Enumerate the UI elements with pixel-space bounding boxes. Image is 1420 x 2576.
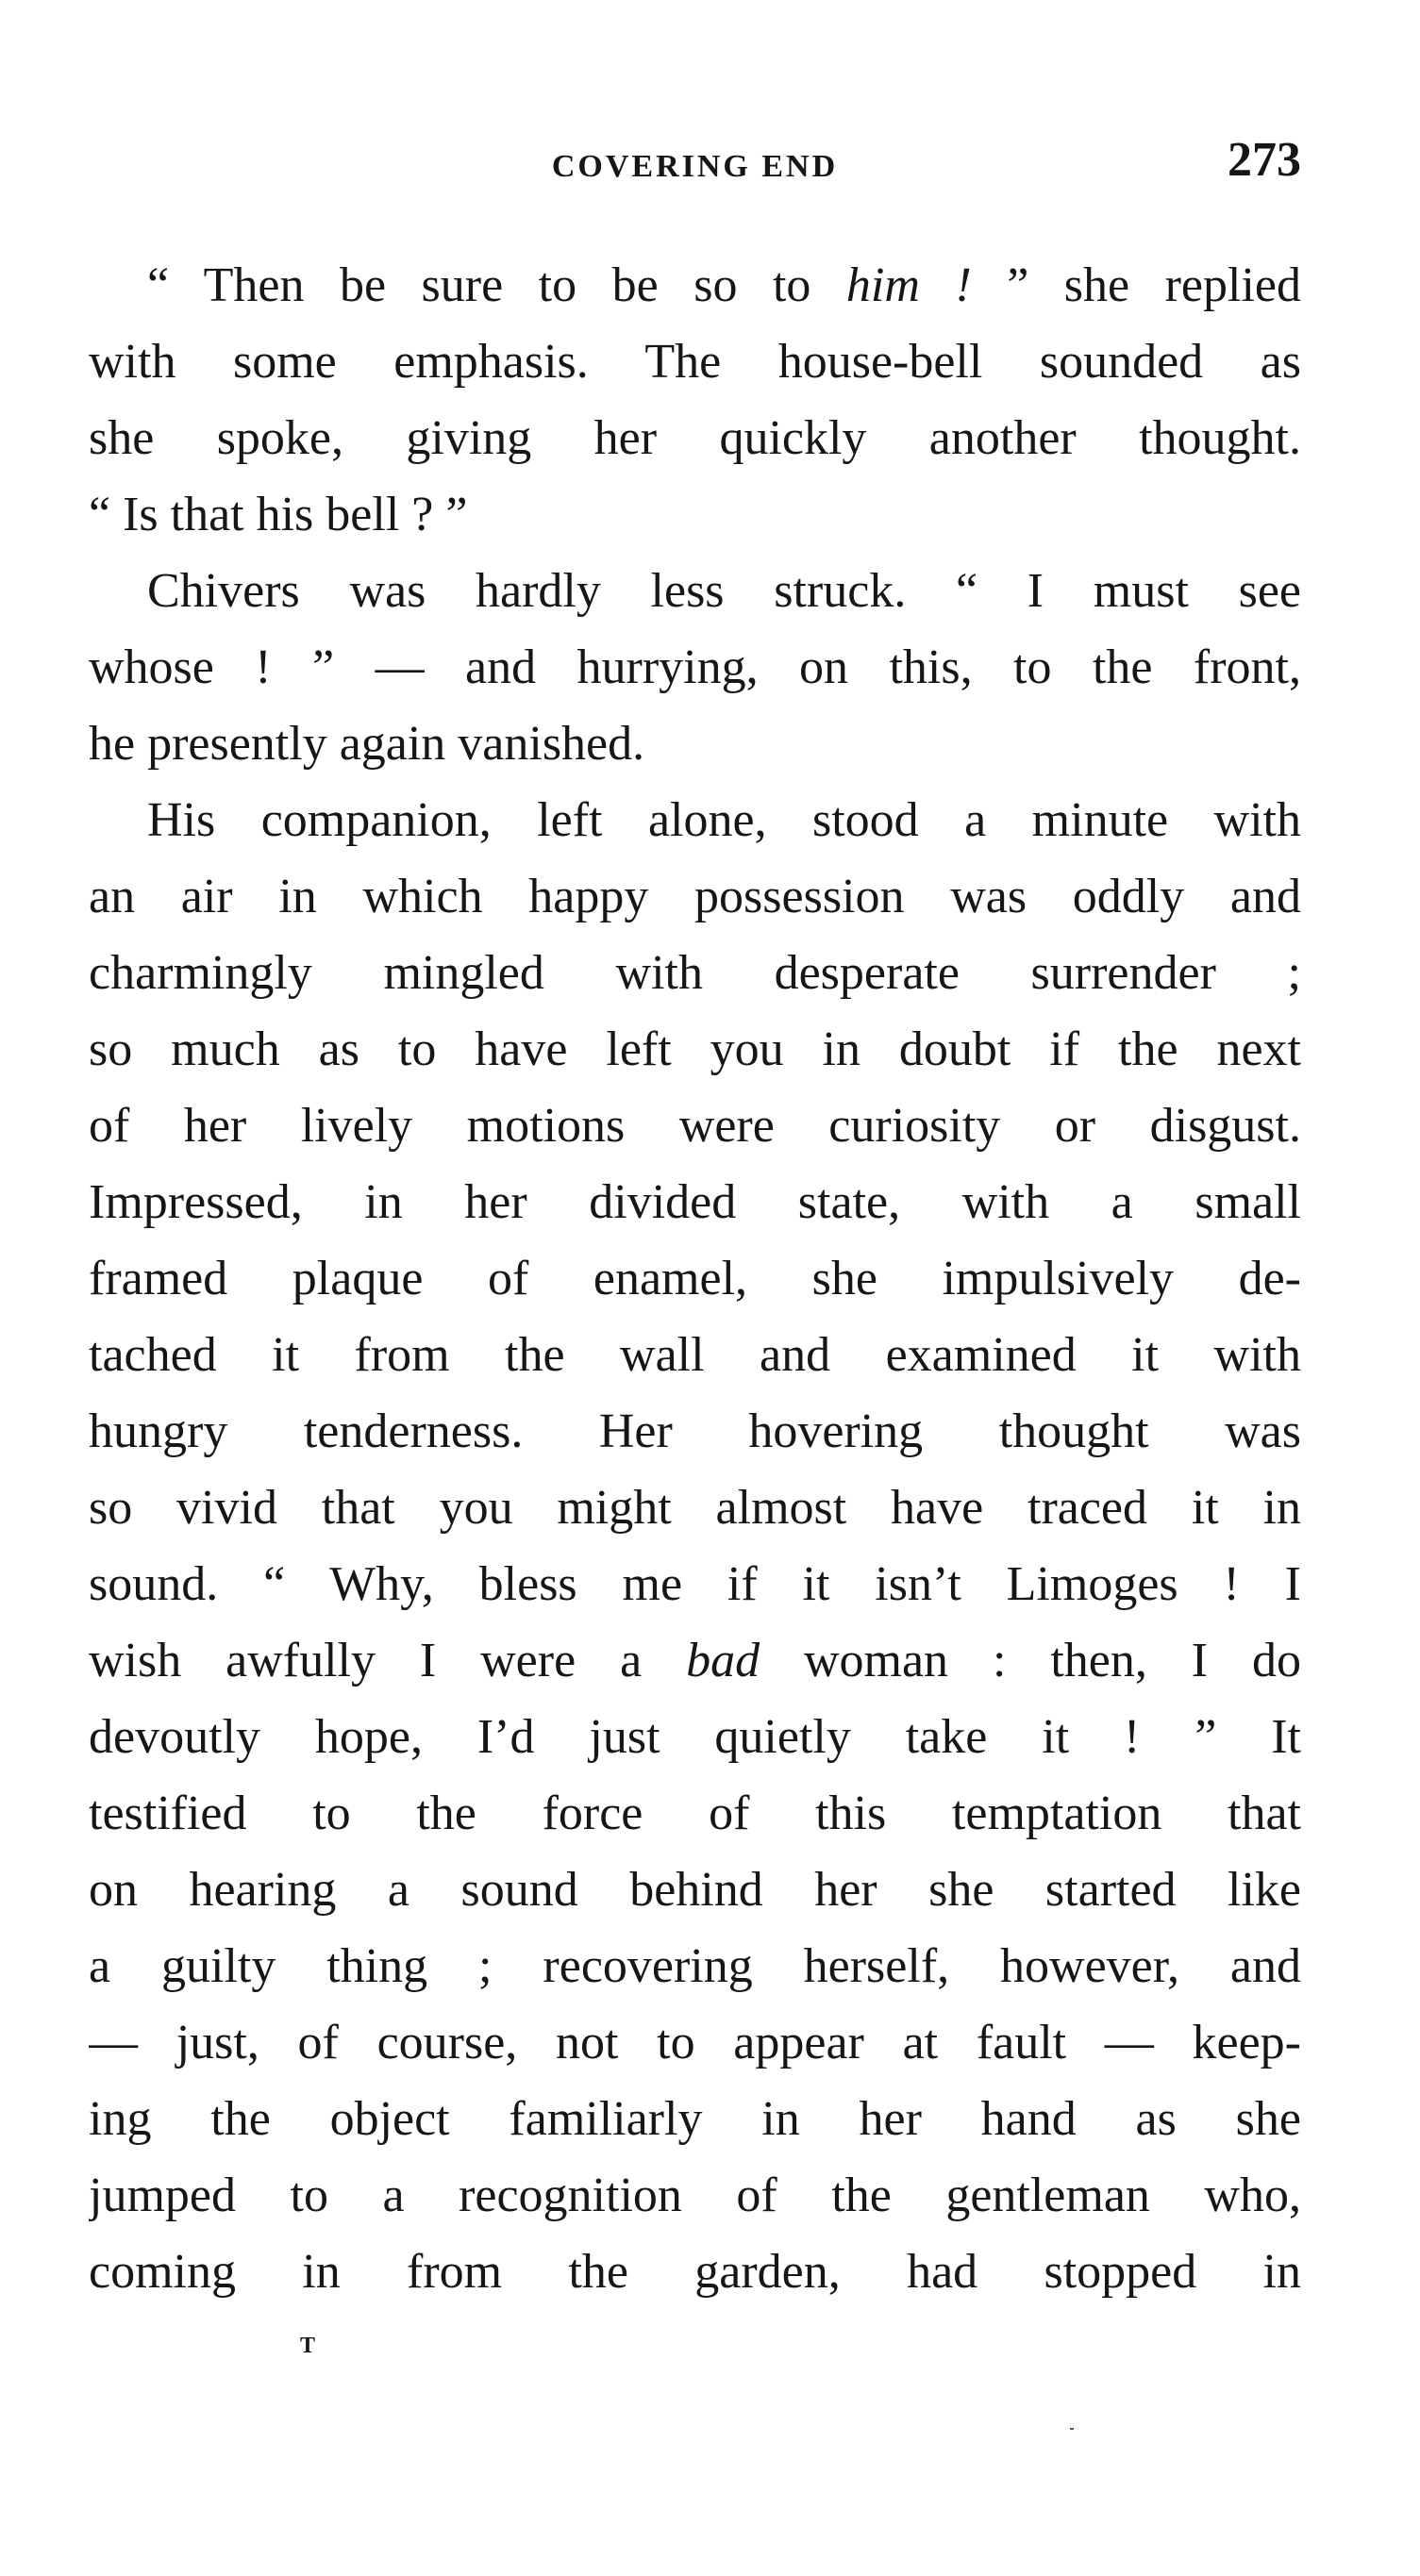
- text-line: with some emphasis. The house-bell sounded as: [89, 335, 1301, 389]
- text-line: whose ! ” — and hurrying, on this, to the front,: [89, 640, 1301, 694]
- text-line: ing the object familiarly in her hand as she: [89, 2092, 1301, 2146]
- text-line: testified to the force of this temptation that: [89, 1787, 1301, 1840]
- text-line: — just, of course, not to appear at fault — keep-: [89, 2016, 1301, 2069]
- text-line: charmingly mingled with desperate surrender ;: [89, 946, 1301, 1000]
- text-line: devoutly hope, I’d just quietly take it ! ” It: [89, 1710, 1301, 1764]
- text-line: Impressed, in her divided state, with a small: [89, 1175, 1301, 1229]
- text-line: an air in which happy possession was oddly and: [89, 870, 1301, 923]
- text-line: “ Then be sure to be so to him ! ” she replied: [147, 258, 1301, 312]
- text-line: jumped to a recognition of the gentleman who,: [89, 2169, 1301, 2222]
- print-speck: [1070, 2428, 1074, 2430]
- text-line: a guilty thing ; recovering herself, however, and: [89, 1939, 1301, 1993]
- running-title: COVERING END: [551, 149, 839, 184]
- page-number: 273: [1228, 133, 1301, 187]
- text-line: he presently again vanished.: [89, 717, 645, 771]
- signature-mark: T: [300, 2334, 316, 2358]
- italic-word: him !: [845, 258, 972, 312]
- text-line: on hearing a sound behind her she started like: [89, 1863, 1301, 1917]
- text-line: tached it from the wall and examined it with: [89, 1328, 1301, 1382]
- text-line: of her lively motions were curiosity or disgust.: [89, 1099, 1301, 1153]
- text-line: hungry tenderness. Her hovering thought was: [89, 1404, 1301, 1458]
- text-line: His companion, left alone, stood a minute with: [147, 793, 1301, 847]
- body-text: [89, 247, 1301, 2310]
- text-line: “ Is that his bell ? ”: [89, 488, 468, 541]
- text-line: wish awfully I were a bad woman : then, I do: [89, 1634, 1301, 1687]
- text-line: framed plaque of enamel, she impulsively de-: [89, 1252, 1301, 1305]
- text-line: she spoke, giving her quickly another thought.: [89, 411, 1301, 465]
- text-line: Chivers was hardly less struck. “ I must see: [147, 564, 1301, 618]
- running-head: [89, 132, 1301, 198]
- italic-word: bad: [686, 1634, 760, 1687]
- text-line: coming in from the garden, had stopped in: [89, 2245, 1301, 2299]
- text-line: so much as to have left you in doubt if the next: [89, 1022, 1301, 1076]
- text-line: sound. “ Why, bless me if it isn’t Limoges ! I: [89, 1557, 1301, 1611]
- text-line: so vivid that you might almost have traced it in: [89, 1481, 1301, 1535]
